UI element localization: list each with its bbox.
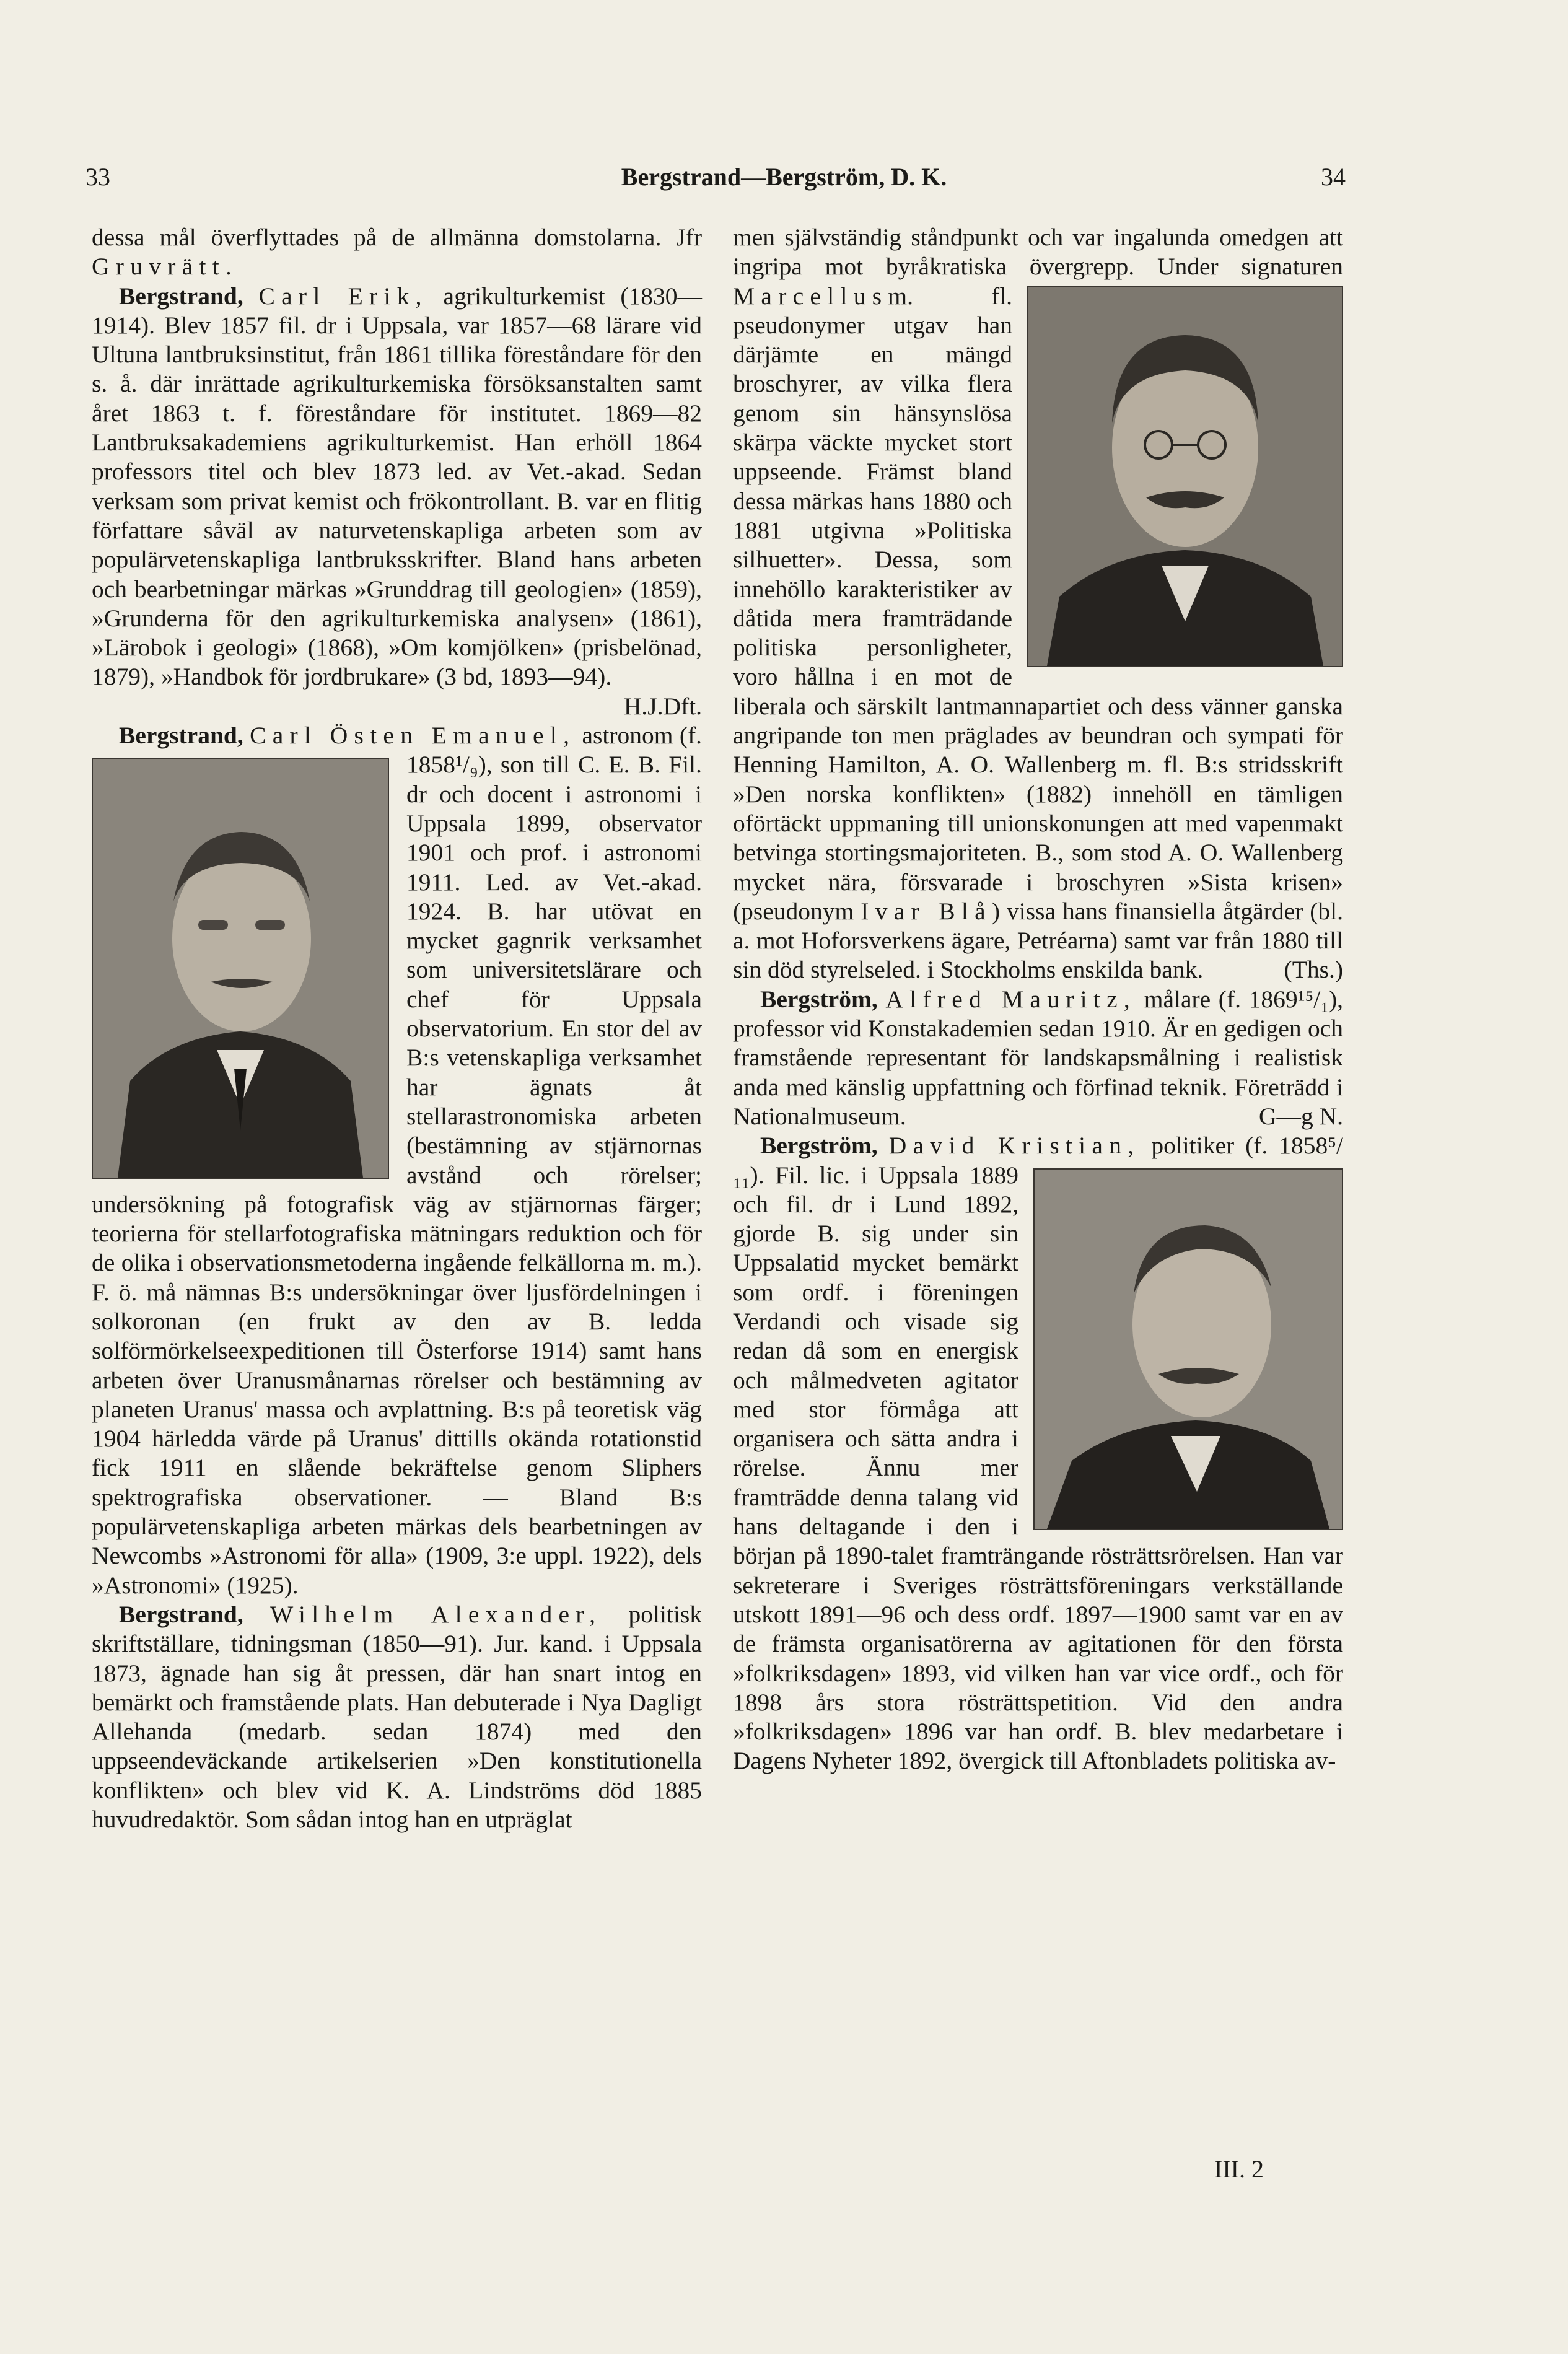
portrait-david [1033,1168,1343,1530]
entry-body: målare (f. 1869 [1144,985,1298,1013]
entry-given-names: Alfred Mauritz, [885,985,1137,1013]
left-column [92,223,702,1834]
entry-body: ), son till C. E. B. Fil. dr och docent i astronomi i Uppsala 1899, observator 1901 och prof. i astronomi 1911. Led. av Vet.-akad. 1924. B. har utövat en mycket gagnrik verksamhet som universitetslärare och chef för Uppsala observatorium. En stor del av B:s vetenskapliga verksamhet har ägnats åt stellarastronomiska arbeten (bestämning av stjärnornas avstånd och rörelser; undersökning på fotografisk väg av stjärnornas färger; teorierna för stellarfotografiska mätningars reduktion och för de olika i observationsmetoderna ingående felkällorna m. m.). F. ö. må nämnas B:s undersökningar över ljusfördelningen i solkoronan (en frukt av den av B. ledda solförmörkelseexpeditionen till Österforse 1914) samt hans arbeten över Uranusmånarnas rörelser och bestämning av planeten Uranus' massa och avplattning. B:s på teoretisk väg 1904 härledda värde på Uranus' dittills okända rotationstid fick 1911 en slående bekräftelse genom Sliphers spektrografiska observationer. — Bland B:s populärvetenskapliga arbeten märkas dels bearbetningen av Newcombs »Astronomi för alla» (1909, 3:e uppl. 1922), dels »Astronomi» (1925). [92,751,702,1599]
entry-given-names: Carl Östen Emanuel, [250,722,576,750]
entry-given-names: Carl Erik, [258,282,428,310]
birth-date: ⁵/₁₁ [733,1132,1343,1189]
cross-reference: Gruvrätt. [92,253,239,281]
entry-alfred [733,985,1343,1131]
page-number-right: 34 [1321,163,1346,191]
birth-date: ¹⁵/₁ [1297,985,1329,1013]
entry-headword: Bergstrand, [119,722,243,750]
birth-date: ¹/₉ [455,751,478,779]
portrait-wilhelm [1027,286,1343,667]
entry-given-names: David Kristian, [888,1132,1141,1160]
entry-body: agrikulturkemist (1830—1914). Blev 1857 fil. dr i Uppsala, var 1857—68 lärare vid Ultuna lantbruksinstitut, från 1861 tillika föreståndare för den s. å. där inrättade agrikulturkemiska försöksanstalten samt året 1863 t. f. föreståndare för institutet. 1869—82 Lantbruksakademiens agrikulturkemist. Han erhöll 1864 professors titel och blev 1873 led. av Vet.-akad. Sedan verksam som privat kemist och frökontrollant. B. var en flitig författare såväl av naturvetenskapliga arbeten som av populärvetenskapliga lantbruksskrifter. Bland hans arbeten och bearbetningar märkas »Grunddrag till geologien» (1859), »Grunderna för den agrikulturkemiska analysen» (1861), »Lärobok i geologi» (1868), »Om komjölken» (prisbelönad, 1879), »Handbok för jordbrukare» (3 bd, 1893—94). [92,282,702,691]
author-signature: H.J.Dft. [623,692,702,720]
right-column [733,223,1343,1776]
portrait-image [1028,287,1342,666]
entry-david [733,1131,1343,1776]
entry-carl-erik [92,282,702,720]
author-signature: G—g N. [1258,1102,1343,1130]
portrait-image [93,759,388,1178]
entry-body: astronom (f. 1858 [406,722,702,779]
entry-continuation: dessa mål överflyttades på de allmänna domstolarna. Jfr Gruvrätt. [92,224,702,281]
entry-given-names: Wilhelm Alexander, [269,1600,602,1628]
entry-body: ), professor vid Konstakademien sedan 1910. Är en gedigen och framstående representant för landskapsmålning i realistisk anda med känslig uppfattning och förfinad teknik. Företrädd i Nationalmuseum. [733,985,1344,1130]
entry-body: ). Fil. lic. i Uppsala 1889 och fil. dr i Lund 1892, gjorde B. sig under sin Uppsalatid mycket bemärkt som ordf. i föreningen Verdandi och visade sig redan då som en energisk och målmedveten agitator med stor förmåga att organisera och sätta andra i rörelse. Ännu mer framträdde denna talang vid hans deltagande i den i början på 1890-talet framträngande rösträttsrörelsen. Han var sekreterare i Sveriges rösträttsföreningars verkställande utskott 1891—96 och dess ordf. 1897—1900 samt var en av de främsta organisatörerna av agitationen för den första »folkriksdagen» 1893, vid vilken han var vice ordf., och för 1898 års stora rösträttspetition. Vid den andra »folkriksdagen» 1896 var han ordf. B. blev medarbetare i Dagens Nyheter 1892, övergick till Aftonbladets politiska av- [733,1161,1343,1775]
pseudonym: Ivar Blå [861,897,992,925]
entry-headword: Bergstrand, [119,282,243,310]
portrait-image [1035,1170,1342,1529]
entry-headword: Bergstrand, [119,1600,243,1628]
printer-signature-mark: III. 2 [1214,2155,1264,2183]
portrait-carl-osten [92,758,389,1179]
page-number-left: 33 [85,163,110,191]
pseudonym: Marcellus [733,282,888,310]
entry-headword: Bergström, [760,1132,878,1160]
entry-wilhelm [92,1600,702,1834]
running-head: Bergstrand—Bergström, D. K. [621,163,947,191]
entry-headword: Bergström, [760,985,878,1013]
entry-wilhelm-continued: men självständig ståndpunkt och var ingalunda omedgen att ingripa mot byråkratiska övergrepp. Under signaturen Marcellus m. fl. pseudonymer utgav han därjämte en mängd broschyrer, av vilka flera genom sin hänsynslösa skärpa väckte mycket stort uppseende. Främst bland dessa märkas hans 1880 och 1881 utgivna »Politiska silhuetter». Dessa, som innehöllo karakteristiker av dåtida mera framträdande politiska personligheter, voro hållna i en mot de liberala och särskilt lantmannapartiet och dess vänner ganska angripande ton men präglades av beundran och sympati för Henning Hamilton, A. O. Wallenberg m. fl. B:s stridsskrift »Den norska konflikten» (1882) innehöll en tämligen oförtäckt uppmaning till unionskonungen att med vapenmakt betvinga stortingsmajoriteten. B., som stod A. O. Wallenberg mycket nära, försvarade i broschyren »Sista krisen» (pseudonym Ivar Blå) vissa hans finansiella åtgärder (bl. a. mot Hoforsverkens ägare, Petréarna) samt var från 1880 till sin död styrelseled. i Stockholms enskilda bank. (Ths.) [733,223,1343,985]
author-signature: (Ths.) [1284,956,1343,984]
entry-body: politiker (f. 1858 [1151,1132,1328,1160]
entry-body: politisk skriftställare, tidningsman (1850—91). Jur. kand. i Uppsala 1873, ägnade han sig åt pressen, där han snart intog en bemärkt och framstående plats. Han debuterade i Nya Dagligt Allehanda (medarb. sedan 1874) med den uppseendeväckande artikelserien »Den konstitutionella konflikten» och blev vid K. A. Lindströms död 1885 huvudredaktör. Som sådan intog han en utpräglat [92,1600,703,1834]
entry-carl-osten [92,721,702,1600]
